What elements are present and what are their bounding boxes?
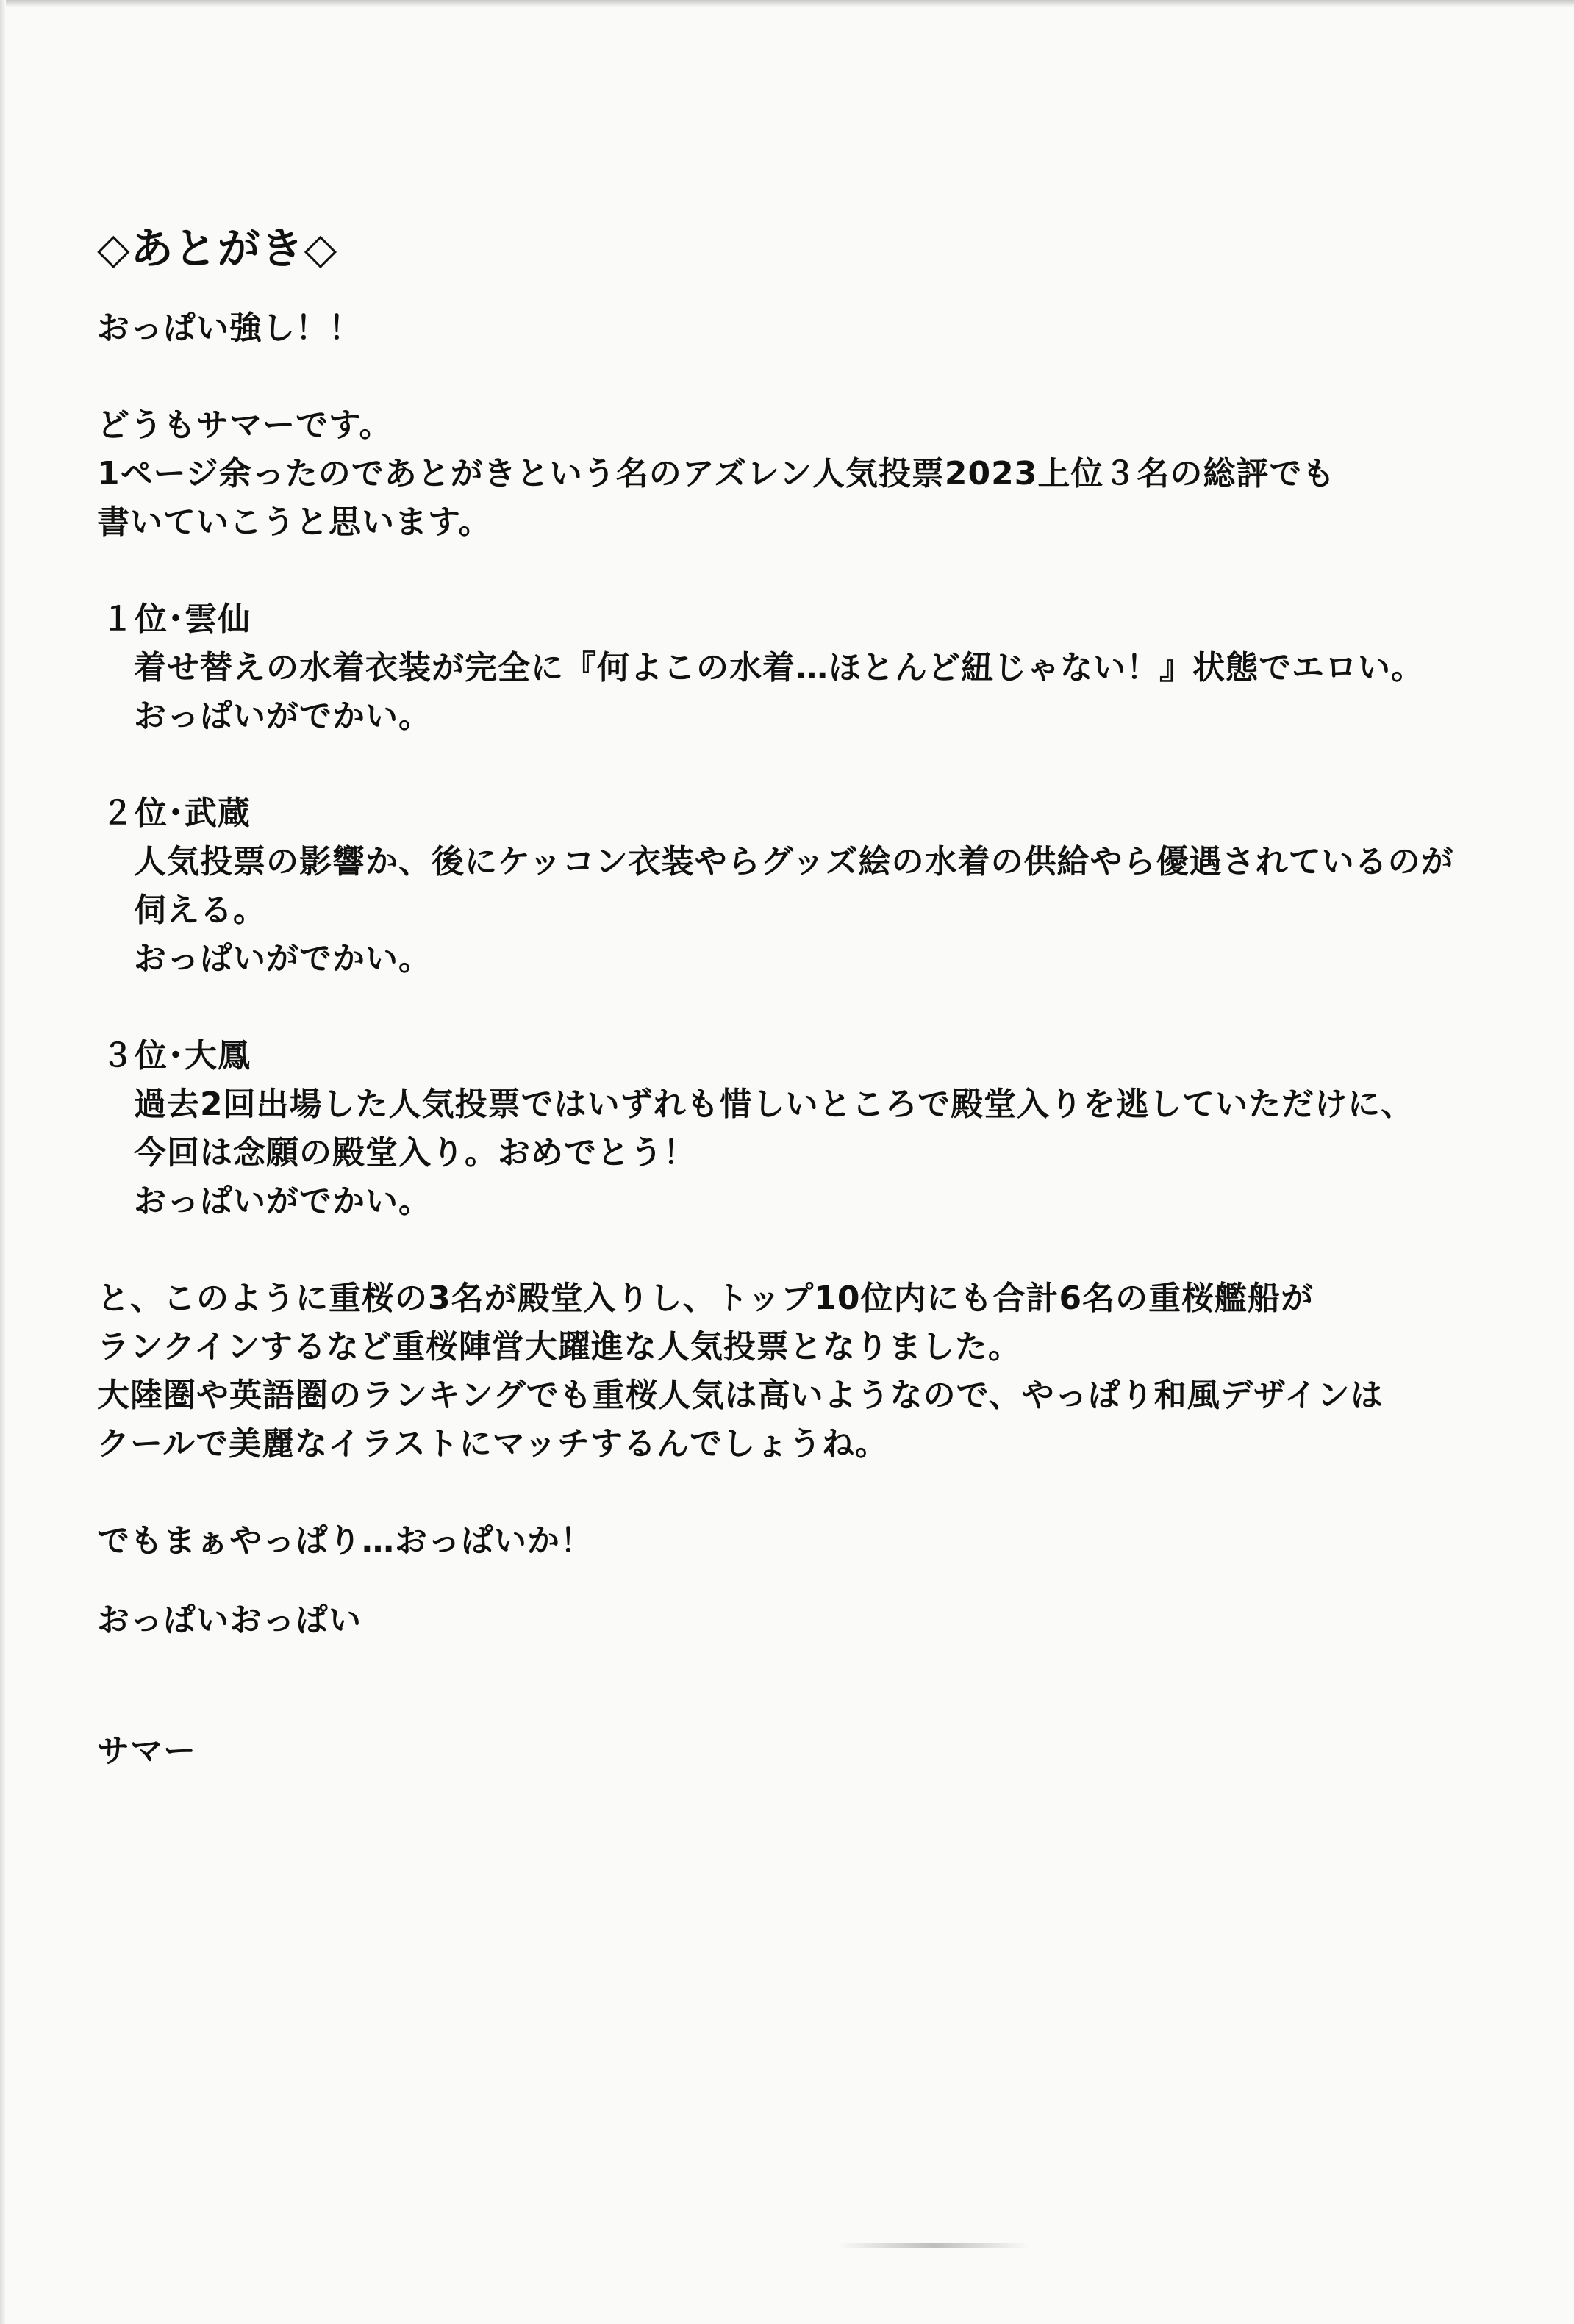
intro-line: おっぱい強し！！ xyxy=(97,309,362,347)
closing-line: でもまぁやっぱり…おっぱいか！ xyxy=(97,1522,593,1560)
ranking-line: 人気投票の影響か、後にケッコン衣装やらグッズ絵の水着の供給やら優遇されているのが xyxy=(134,843,1454,881)
ranking-line: 伺える。 xyxy=(134,892,266,929)
ranking-line: 今回は念願の殿堂入り。おめでとう！ xyxy=(134,1134,696,1172)
page-title: ◇あとがき◇ xyxy=(97,223,338,273)
afterword-body xyxy=(97,213,1494,1776)
ranking-line: 着せ替えの水着衣装が完全に『何よこの水着…ほとんど紐じゃない！』状態でエロい。 xyxy=(134,649,1424,686)
page-edge-shadow-top xyxy=(0,0,1574,7)
page-edge-shadow-left xyxy=(0,0,6,2324)
ranking-heading: ２位･武蔵 xyxy=(101,795,251,832)
closing-line: おっぱいおっぱい xyxy=(97,1602,362,1639)
ranking-heading: ３位･大鳳 xyxy=(101,1037,251,1075)
ranking-line: おっぱいがでかい。 xyxy=(134,697,432,735)
summary-line: と、このように重桜の3名が殿堂入りし、トップ10位内にも合計6名の重桜艦船が xyxy=(97,1280,1314,1317)
summary-line: クールで美麗なイラストにマッチするんでしょうね。 xyxy=(97,1425,889,1463)
ranking-section-3 xyxy=(97,1032,1494,1226)
greeting-line: どうもサマーです。 xyxy=(97,406,393,444)
ranking-line: おっぱいがでかい。 xyxy=(134,940,432,978)
scan-artifact xyxy=(838,2243,1029,2248)
summary-paragraph xyxy=(97,1274,1494,1468)
greeting-line: 1ページ余ったのであとがきという名のアズレン人気投票2023上位３名の総評でも xyxy=(97,455,1336,492)
ranking-line: 過去2回出場した人気投票ではいずれも惜しいところで殿堂入りを逃していただけに、 xyxy=(134,1086,1414,1123)
ranking-heading: １位･雲仙 xyxy=(101,600,251,638)
ranking-section-1 xyxy=(97,595,1494,741)
ranking-line: おっぱいがでかい。 xyxy=(134,1183,432,1220)
summary-line: ランクインするなど重桜陣営大躍進な人気投票となりました。 xyxy=(97,1328,1021,1366)
greeting-line: 書いていこうと思います。 xyxy=(97,503,492,541)
ranking-section-2 xyxy=(97,789,1494,983)
summary-line: 大陸圏や英語圏のランキングでも重桜人気は高いようなので、やっぱり和風デザインは xyxy=(97,1377,1384,1414)
greeting-paragraph xyxy=(97,401,1494,547)
signature: サマー xyxy=(97,1732,196,1770)
